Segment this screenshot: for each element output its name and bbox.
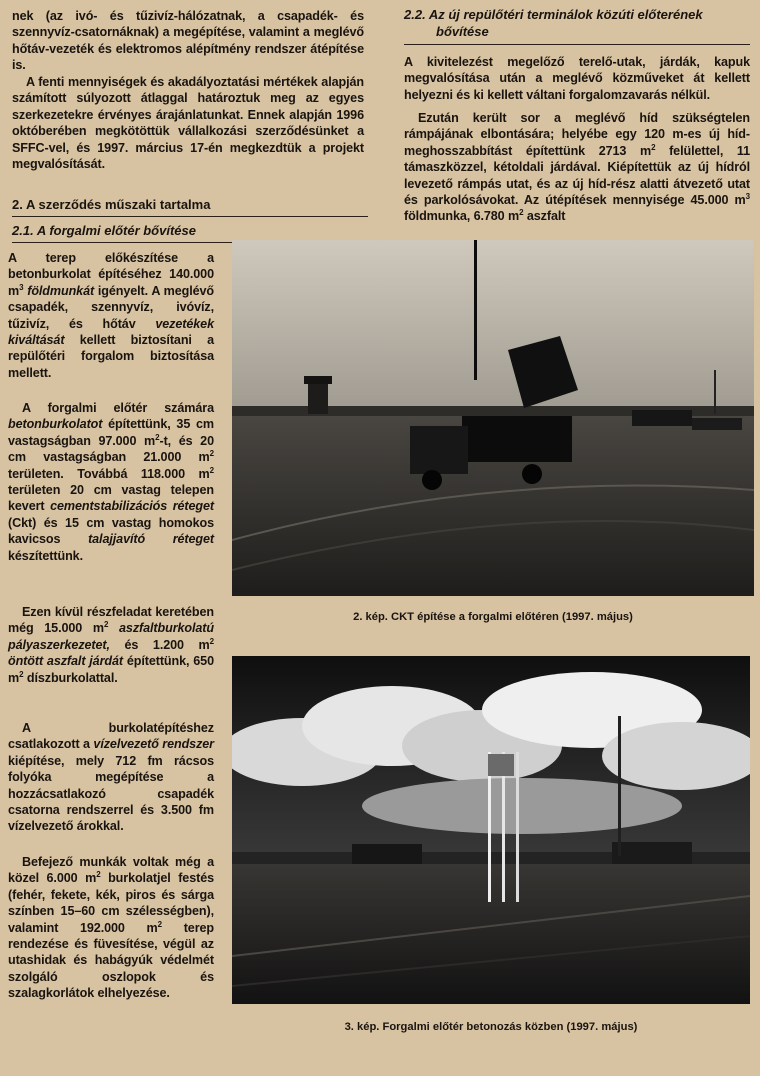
section-2-heading: 2. A szerződés műszaki tartalma: [12, 197, 211, 212]
superscript: 2: [209, 636, 214, 646]
emphasis: vezetékek kiváltását: [8, 316, 214, 348]
photo-2-caption: 2. kép. CKT építése a forgalmi előtéren (1997. május): [353, 611, 633, 623]
left-col-paragraph-2: [8, 400, 214, 564]
text-run: igényelt. A meglévő csapadék, szennyvíz, ivóvíz, tűzivíz, és hőtáv: [8, 283, 214, 331]
text-run: építettünk, 650 m: [8, 654, 214, 685]
superscript: 2: [96, 870, 101, 880]
photo-ckt-construction: [232, 240, 754, 596]
subsection-2-2-heading: [404, 6, 754, 40]
left-top-paragraph-1: nek (az ivó- és tűzivíz-hálózatnak, a csapadék- és szennyvíz-csatornáknak) a megépítése, valamint a meglévő hőtáv-vezeték és elektromos alépítmény rendszer átépítése is.: [12, 9, 364, 73]
superscript: 2: [103, 620, 109, 630]
left-col-paragraph-1: [8, 250, 214, 381]
subsection-divider: [12, 242, 252, 243]
superscript: 2: [157, 919, 162, 929]
superscript: 2: [155, 432, 160, 442]
text-run: készítettünk.: [8, 548, 83, 563]
text-run: földmunka, 6.780 m: [404, 209, 520, 224]
superscript: 2: [209, 449, 214, 459]
text-run: A forgalmi előtér számára: [22, 401, 214, 415]
photo-apron-concreting-image: [232, 656, 750, 1004]
text-run: (Ckt) és 15 cm vastag homokos kavicsos: [8, 515, 214, 547]
superscript: 3: [19, 282, 24, 292]
text-run: és 1.200 m: [109, 637, 210, 652]
text-run: Ezen kívül részfeladat keretében még 15.000 m: [8, 605, 214, 636]
emphasis: öntött aszfalt járdát: [8, 654, 123, 669]
left-top-paragraph-2: [12, 74, 364, 172]
text-run: terep rendezése és füvesítése, végül az utashidak és habágyúk védelmét szolgáló oszlopok és szalagkorlátok elhelyezése.: [8, 920, 215, 1001]
superscript: 2: [519, 208, 524, 218]
superscript: 3: [745, 191, 750, 201]
emphasis: földmunkát: [23, 283, 95, 298]
emphasis: betonburkolatot: [8, 417, 103, 432]
superscript: 2: [209, 465, 214, 475]
right-top-paragraph-2: [404, 110, 750, 225]
text-run: Befejező munkák voltak még a közel 6.000 m: [8, 855, 214, 886]
emphasis: vízelvezető rendszer: [93, 737, 214, 752]
section-divider: [12, 216, 368, 217]
text-run: területen. Továbbá 118.000 m: [8, 466, 210, 481]
text-run: díszburkolattal.: [23, 670, 118, 685]
subsection-2-1-heading: 2.1. A forgalmi előtér bővítése: [12, 223, 196, 238]
text-run: Ezután került sor a meglévő híd szükségtelen rámpájának elbontására; helyébe egy 120 m-es új híd-meghosszabbítást építettünk 2713 m: [404, 111, 750, 158]
text-run: burkolatjel festés (fehér, fekete, kék, piros és sárga színben 15–60 cm szélességben), valamint 192.000 m: [8, 871, 214, 935]
photo-apron-concreting: [232, 656, 750, 1004]
text-run: építettünk, 35 cm vastagságban 97.000 m: [8, 417, 214, 448]
text-run: A burkolatépítéshez csatlakozott a: [8, 721, 214, 752]
emphasis: cementstabilizációs réteget: [50, 499, 214, 514]
text-run: -t, és 20 cm vastagságban 21.000 m: [8, 433, 214, 465]
left-col-paragraph-4: [8, 720, 214, 835]
superscript: 2: [19, 669, 24, 679]
left-col-paragraph-3: [8, 604, 214, 686]
text-run: aszfalt: [523, 209, 566, 224]
superscript: 2: [651, 142, 656, 152]
heading-line-2: bővítése: [436, 24, 489, 39]
left-top-paragraph-2-text: A fenti mennyiségek és akadályoztatási mértékek alapján számított súlyozott átlaggal határoztuk meg az egyes szerkezetekre érvényes árajánlatunkat. Ennek alapján 1996 októberében megkötöttük vállalkozási szerződésünket a SFFC-vel, és 1997. március 17-én megkezdtük a projekt megvalósítását.: [12, 75, 364, 172]
text-run: felülettel, 11 támaszközzel, kétoldali járdával. Kiépítettük az új hídról levezető rámpás utat, és az új híd-rész alatti átvezető utat és parkolósávokat. Az útépítések mennyisége 45.000 m: [404, 143, 751, 208]
photo-ckt-construction-image: [232, 240, 754, 596]
emphasis: aszfaltburkolatú pályaszerkezetet,: [8, 621, 214, 652]
photo-3-caption: 3. kép. Forgalmi előtér betonozás közben (1997. május): [344, 1021, 638, 1033]
right-top-paragraph-1: A kivitelezést megelőző terelő-utak, járdák, kapuk megvalósítása után a meglévő közműveket át kellett helyezni és ki kellett váltani forgalomzavarás nélkül.: [404, 55, 750, 102]
heading-line-1: 2.2. Az új repülőtéri terminálok közúti előterének: [404, 7, 703, 22]
subsection-divider-right: [404, 44, 750, 45]
left-col-paragraph-5: [8, 854, 214, 1002]
text-run: A terep előkészítése a betonburkolat építéséhez 140.000 m: [8, 251, 214, 298]
emphasis: talajjavító réteget: [88, 532, 214, 547]
text-run: kellett biztosítani a repülőtéri forgalom biztosítása mellett.: [8, 333, 214, 380]
text-run: területen 20 cm vastag telepen kevert: [8, 483, 214, 514]
text-run: kiépítése, mely 712 fm rácsos folyóka megépítése a hozzácsatlakozó csapadék csatorna rendszerrel és 3.500 fm vízelvezető árokkal.: [8, 753, 214, 834]
